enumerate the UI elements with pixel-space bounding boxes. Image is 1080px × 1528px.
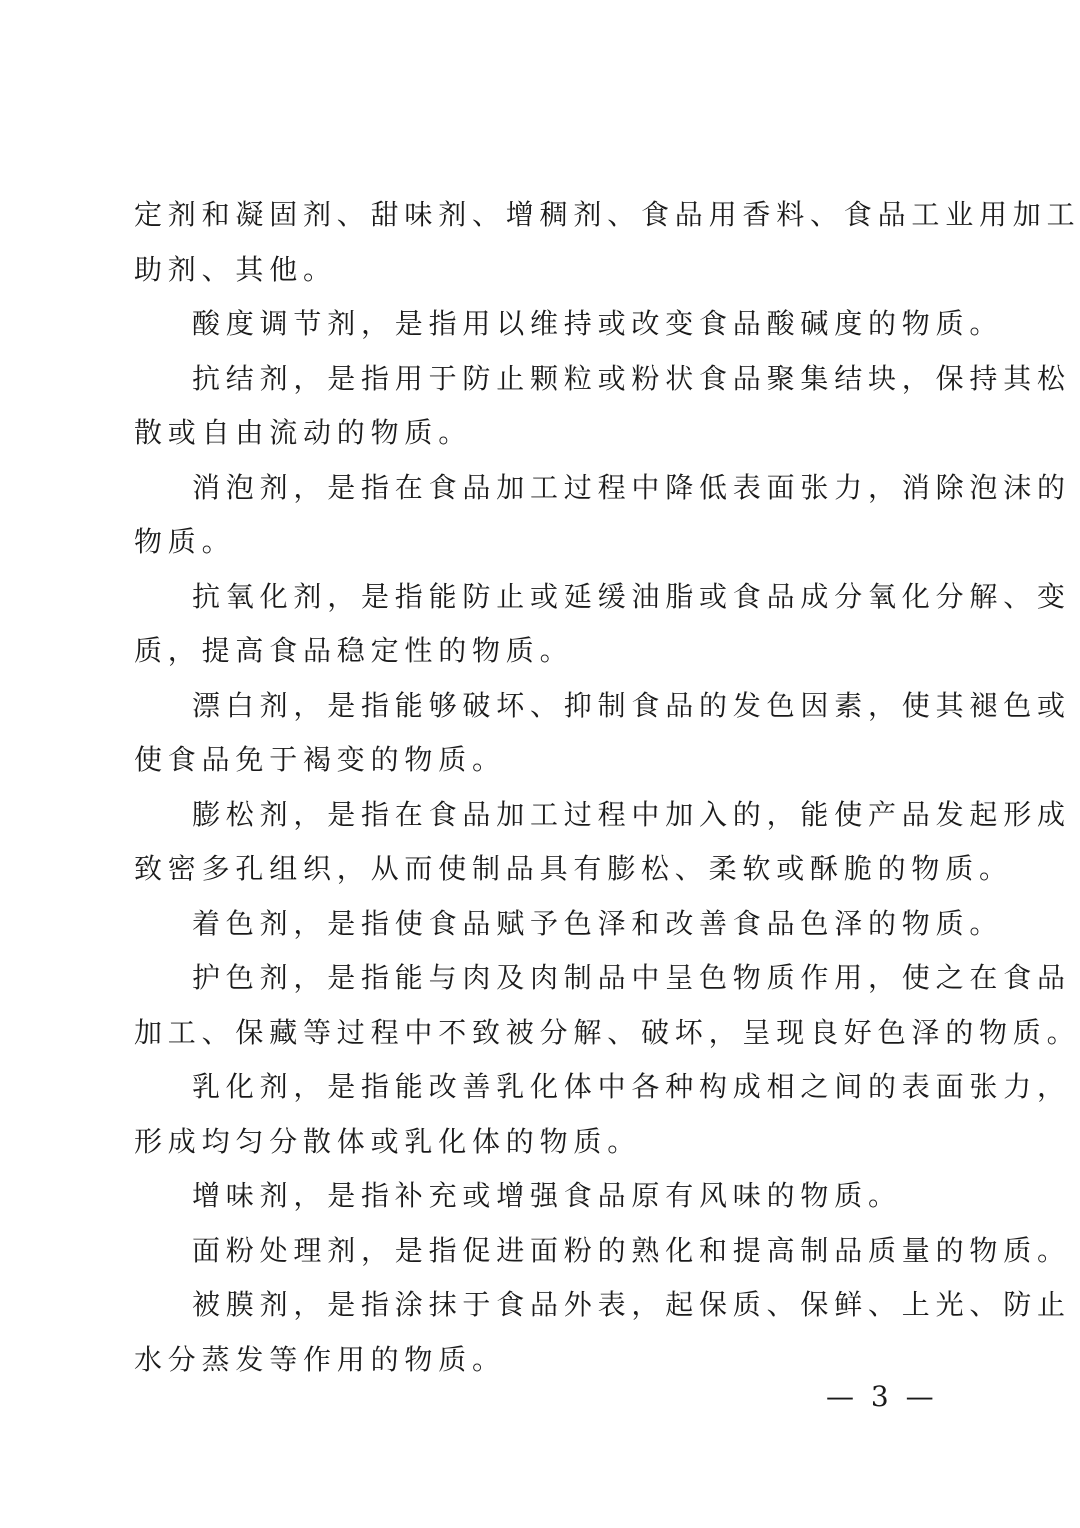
text-line: 定剂和凝固剂、甜味剂、增稠剂、食品用香料、食品工业用加工 [134, 198, 1080, 231]
text-line: 抗结剂，是指用于防止颗粒或粉状食品聚集结块，保持其松 [192, 361, 1071, 395]
text-line: 加工、保藏等过程中不致被分解、破坏，呈现良好色泽的物质。 [134, 1015, 1080, 1049]
text-line: 致密多孔组织，从而使制品具有膨松、柔软或酥脆的物质。 [134, 852, 1013, 885]
text-line: 酸度调节剂，是指用以维持或改变食品酸碱度的物质。 [192, 307, 1004, 340]
text-line: 乳化剂，是指能改善乳化体中各种构成相之间的表面张力， [192, 1070, 1071, 1103]
text-line: 物质。 [134, 525, 236, 558]
text-line: 护色剂，是指能与肉及肉制品中呈色物质作用，使之在食品 [192, 961, 1071, 994]
text-line: 消泡剂，是指在食品加工过程中降低表面张力，消除泡沫的 [192, 470, 1071, 504]
text-line: 漂白剂，是指能够破坏、抑制食品的发色因素，使其褪色或 [192, 688, 1071, 722]
text-line: 形成均匀分散体或乳化体的物质。 [134, 1124, 642, 1158]
page-number: — 3 — [826, 1380, 938, 1413]
text-line: 助剂、其他。 [134, 252, 337, 286]
text-line: 膨松剂，是指在食品加工过程中加入的，能使产品发起形成 [192, 797, 1071, 831]
text-line: 使食品免于褐变的物质。 [134, 743, 506, 776]
text-line: 水分蒸发等作用的物质。 [134, 1342, 506, 1376]
text-line: 增味剂，是指补充或增强食品原有风味的物质。 [192, 1179, 902, 1212]
text-line: 被膜剂，是指涂抹于食品外表，起保质、保鲜、上光、防止 [192, 1288, 1071, 1321]
text-line: 质，提高食品稳定性的物质。 [134, 634, 574, 667]
text-line: 着色剂，是指使食品赋予色泽和改善食品色泽的物质。 [192, 906, 1004, 940]
body-text [134, 188, 1080, 1387]
text-line: 散或自由流动的物质。 [134, 416, 473, 449]
text-line: 面粉处理剂，是指促进面粉的熟化和提高制品质量的物质。 [192, 1233, 1071, 1267]
text-line: 抗氧化剂，是指能防止或延缓油脂或食品成分氧化分解、变 [192, 579, 1071, 613]
